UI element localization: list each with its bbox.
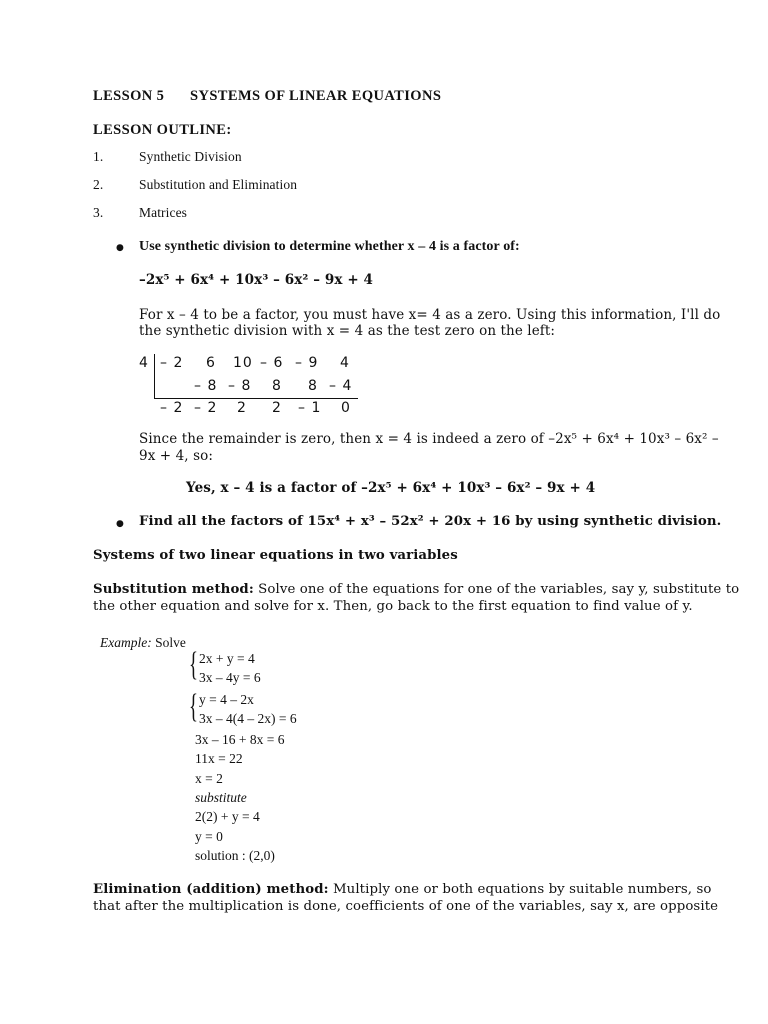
- elimination-label: Elimination (addition) method:: [93, 882, 329, 897]
- problem1-answer: Yes, x – 4 is a factor of –2x⁵ + 6x⁴ + 10x³ – 6x² – 9x + 4: [186, 480, 596, 496]
- system2-eq2: 3x – 4(4 – 2x) = 6: [199, 711, 297, 726]
- elimination-text-2: that after the multiplication is done, coefficients of one of the variables, say x, are opposite: [93, 899, 719, 914]
- outline-num-1: 1.: [93, 149, 104, 164]
- systems-heading: Systems of two linear equations in two variables: [93, 548, 458, 563]
- problem1-explanation-1: For x – 4 to be a factor, you must have x= 4 as a zero. Using this information, I'll do: [139, 307, 721, 323]
- synthetic-cell: – 2: [160, 355, 184, 371]
- step-1: 3x – 16 + 8x = 6: [195, 732, 285, 747]
- outline-num-2: 2.: [93, 177, 104, 192]
- brace-1: {: [189, 646, 198, 683]
- synthetic-cell: – 1: [298, 400, 322, 416]
- elimination-text-1: Multiply one or both equations by suitable numbers, so: [328, 882, 712, 897]
- problem1-prompt: Use synthetic division to determine whether x – 4 is a factor of:: [139, 239, 520, 254]
- synthetic-cell: 2: [272, 400, 282, 416]
- synthetic-cell: – 6: [260, 355, 284, 371]
- outline-title: LESSON OUTLINE:: [93, 122, 232, 138]
- step-3: x = 2: [195, 771, 223, 786]
- step-2: 11x = 22: [195, 751, 243, 766]
- substitution-paragraph: [93, 582, 739, 597]
- bullet-icon: ●: [116, 519, 124, 529]
- step-7: solution : (2,0): [195, 848, 275, 863]
- synthetic-cell: – 2: [160, 400, 184, 416]
- brace-2: {: [189, 688, 198, 725]
- synthetic-cell: 0: [341, 400, 351, 416]
- synthetic-cell: 4: [340, 355, 350, 371]
- synthetic-divisor: 4: [139, 355, 149, 371]
- bullet-icon: ●: [116, 243, 124, 253]
- synthetic-cell: 8: [308, 378, 318, 394]
- outline-item-1: Synthetic Division: [139, 149, 242, 164]
- problem1-conclusion-2: 9x + 4, so:: [139, 448, 213, 464]
- system1-eq2: 3x – 4y = 6: [199, 670, 261, 685]
- substitution-text-1: Solve one of the equations for one of the variables, say y, substitute to: [253, 582, 740, 597]
- problem2-prompt: Find all the factors of 15x⁴ + x³ – 52x² + 20x + 16 by using synthetic division.: [139, 514, 722, 529]
- elimination-paragraph: [93, 882, 711, 897]
- lesson-title: SYSTEMS OF LINEAR EQUATIONS: [190, 88, 442, 104]
- substitution-label: Substitution method:: [93, 582, 254, 597]
- example-solve: Solve: [155, 635, 186, 650]
- lesson-number: LESSON 5: [93, 88, 165, 104]
- synthetic-cell: 8: [272, 378, 282, 394]
- substitution-text-2: the other equation and solve for x. Then, go back to the first equation to find value of y.: [93, 599, 693, 614]
- synthetic-cell: – 9: [295, 355, 319, 371]
- synthetic-horizontal-line: [154, 398, 358, 399]
- synthetic-cell: 10: [233, 355, 253, 371]
- synthetic-vertical-line: [154, 354, 155, 398]
- synthetic-cell: 6: [206, 355, 216, 371]
- outline-item-2: Substitution and Elimination: [139, 177, 298, 192]
- example-heading: [100, 635, 186, 651]
- problem1-polynomial: –2x⁵ + 6x⁴ + 10x³ – 6x² – 9x + 4: [139, 272, 374, 288]
- system2-eq1: y = 4 – 2x: [199, 692, 254, 707]
- step-6: y = 0: [195, 829, 223, 844]
- step-4: substitute: [195, 790, 247, 805]
- synthetic-cell: – 4: [329, 378, 353, 394]
- problem1-conclusion-1: Since the remainder is zero, then x = 4 is indeed a zero of –2x⁵ + 6x⁴ + 10x³ – 6x² –: [139, 431, 719, 447]
- system1-eq1: 2x + y = 4: [199, 651, 255, 666]
- synthetic-cell: – 8: [194, 378, 218, 394]
- synthetic-cell: 2: [237, 400, 247, 416]
- outline-num-3: 3.: [93, 205, 104, 220]
- problem1-explanation-2: the synthetic division with x = 4 as the test zero on the left:: [139, 323, 556, 339]
- outline-item-3: Matrices: [139, 205, 188, 220]
- synthetic-cell: – 2: [194, 400, 218, 416]
- step-5: 2(2) + y = 4: [195, 809, 260, 824]
- example-label: Example:: [100, 635, 152, 650]
- synthetic-cell: – 8: [228, 378, 252, 394]
